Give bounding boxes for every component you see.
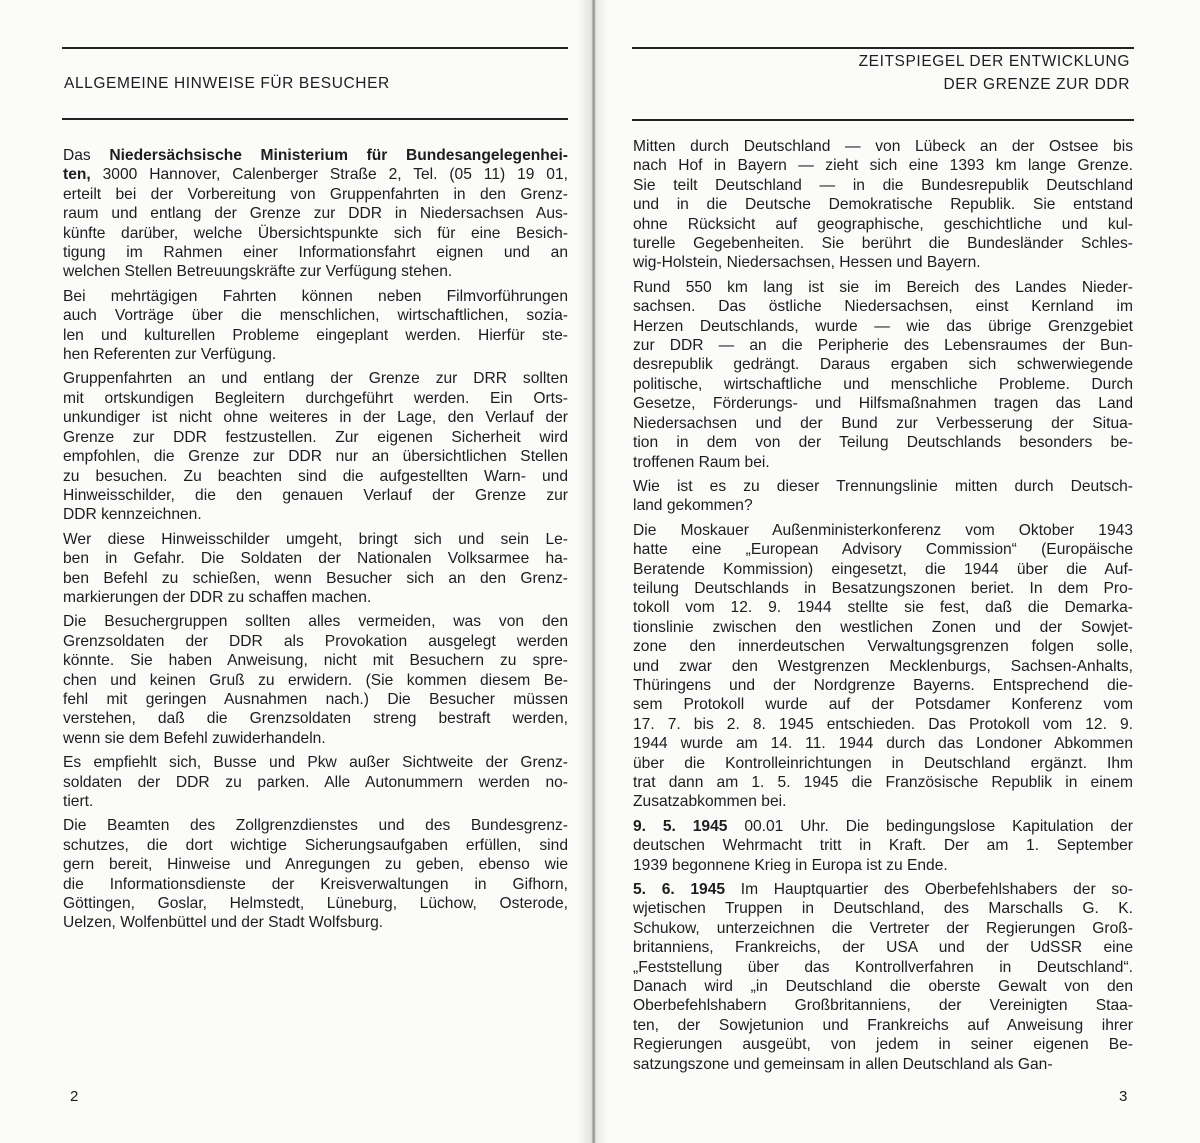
text-line: gern bereit, Hinweise und Anregungen zu geben, ebenso wie xyxy=(63,856,568,874)
text-line: tigung im Rahmen einer Informationsfahrt eignen und an xyxy=(63,244,568,262)
text-line: zu besuchen. Zu beachten sind die aufgestellten Warn- und xyxy=(63,467,568,485)
paragraph xyxy=(633,817,1133,875)
text-line: len und kulturellen Probleme eingeplant werden. Hierfür ste- xyxy=(63,326,568,344)
text-line: 1939 begonnene Krieg in Europa ist zu Ende. xyxy=(633,856,948,874)
right-title-line-1: ZEITSPIEGEL DER ENTWICKLUNG xyxy=(858,53,1130,70)
text-line: hatte eine „European Advisory Commission“ (Europäische xyxy=(633,541,1133,559)
text-line: sem Protokoll wurde auf der Potsdamer Konferenz vom xyxy=(633,696,1133,714)
text-line: Grenze zur DDR festzustellen. Zur eigenen Sicherheit wird xyxy=(63,428,568,446)
left-page-title: ALLGEMEINE HINWEISE FÜR BESUCHER xyxy=(64,75,390,92)
text-line: Rund 550 km lang ist sie im Bereich des Landes Nieder- xyxy=(633,278,1133,296)
text-line: Hinweisschilder, die den genauen Verlauf der Grenze zur xyxy=(63,486,568,504)
text-line: deutschen Wehrmacht tritt in Kraft. Der am 1. September xyxy=(633,837,1133,855)
text-line: turelle Gegebenheiten. Sie berührt die Bundesländer Schles- xyxy=(633,235,1133,253)
paragraph xyxy=(633,880,1133,1074)
text-line: welchen Stellen Betreuungskräfte zur Verfügung stehen. xyxy=(63,263,453,281)
text-line: 9. 5. 1945 00.01 Uhr. Die bedingungslose Kapitulation der xyxy=(633,817,1133,835)
text-line: wenn sie dem Befehl zuwiderhandeln. xyxy=(63,729,326,747)
text-line: die Informationsdienste der Kreisverwaltungen in Gifhorn, xyxy=(63,875,568,893)
text-line: empfohlen, die Grenze zur DDR nur an übersichtlichen Stellen xyxy=(63,448,568,466)
text-line: und in die Deutsche Demokratische Republik. Sie entstand xyxy=(633,196,1133,214)
text-line: raum und entlang der Grenze zur DDR in Niedersachsen Aus- xyxy=(63,205,568,223)
text-line: teilung Deutschlands in Besatzungszonen beriet. In dem Pro- xyxy=(633,579,1133,597)
page-fold xyxy=(578,0,608,1143)
text-line: Wer diese Hinweisschilder umgeht, bringt sich und sein Le- xyxy=(63,530,568,548)
text-line: Die Beamten des Zollgrenzdienstes und des Bundesgrenz- xyxy=(63,817,568,835)
text-line: wig-Holstein, Niedersachsen, Hessen und Bayern. xyxy=(633,254,981,272)
paragraph xyxy=(63,146,568,282)
text-line: tokoll vom 12. 9. 1944 stellte sie fest, daß die Demarka- xyxy=(633,599,1133,617)
text-line: könnte. Sie haben Anweisung, nicht mit Besuchern zu spre- xyxy=(63,652,568,670)
paragraph xyxy=(63,816,568,932)
bold-text: 9. 5. 1945 xyxy=(633,817,728,835)
right-top-rule xyxy=(632,47,1134,49)
text-line: Das Niedersächsische Ministerium für Bundesangelegenhei- xyxy=(63,147,568,164)
left-top-rule xyxy=(62,47,568,49)
paragraph xyxy=(63,612,568,748)
bold-text: 5. 6. 1945 xyxy=(633,881,726,899)
text-line: markierungen der DDR zu schaffen machen. xyxy=(63,588,372,606)
text-line: tiert. xyxy=(63,793,94,810)
text-line: „Feststellung über das Kontrollverfahren in Deutschland“. xyxy=(633,958,1133,976)
right-page-number: 3 xyxy=(1119,1088,1128,1105)
text-line: 17. 7. bis 2. 8. 1945 entschieden. Das Protokoll vom 12. 9. xyxy=(633,715,1133,733)
text-line: tionslinie zwischen den westlichen Zonen und der Sowjet- xyxy=(633,618,1133,636)
left-page-number: 2 xyxy=(70,1088,79,1105)
text-line: Göttingen, Goslar, Helmstedt, Lüneburg, Lüchow, Osterode, xyxy=(63,895,568,913)
text-line: Danach wird „in Deutschland die oberste Gewalt von den xyxy=(633,978,1133,996)
left-title-rule xyxy=(62,118,568,120)
text-line: ohne Rücksicht auf geographische, geschichtliche und kul- xyxy=(633,215,1133,233)
text-line: verstehen, daß die Grenzsoldaten streng bestraft werden, xyxy=(63,710,568,728)
paragraph xyxy=(63,287,568,365)
text-line: zone den innerdeutschen Verwaltungsgrenzen folgen solle, xyxy=(633,638,1133,656)
text-line: tion in dem von der Teilung Deutschlands besonders be- xyxy=(633,434,1133,452)
text-line: Grenzsoldaten der DDR als Provokation ausgelegt werden xyxy=(63,632,568,650)
bold-text: ten, xyxy=(63,166,91,184)
left-page-body xyxy=(63,146,568,938)
right-page-body xyxy=(633,137,1133,1079)
paragraph xyxy=(633,278,1133,472)
paragraph xyxy=(633,521,1133,812)
text-line: Gesetze, Förderungs- und Hilfsmaßnahmen tragen das Land xyxy=(633,395,1133,413)
paragraph xyxy=(63,753,568,811)
right-page-title xyxy=(859,50,1130,96)
text-line: 1944 wurde am 14. 11. 1944 durch das Londoner Abkommen xyxy=(633,735,1133,753)
text-line: schutzes, die dort wichtige Sicherungsaufgaben erfüllen, sind xyxy=(63,836,568,854)
text-line: satzungszone und gemeinsam in allen Deutschland als Gan- xyxy=(633,1055,1053,1073)
text-line: desrepublik gedrängt. Daraus ergaben sich schwerwiegende xyxy=(633,356,1133,374)
right-title-rule xyxy=(632,119,1134,121)
text-line: ben in Gefahr. Die Soldaten der Nationalen Volksarmee ha- xyxy=(63,550,568,568)
text-line: fehl mit geringen Ausnahmen nach.) Die Besucher müssen xyxy=(63,690,568,708)
text-line: Es empfiehlt sich, Busse und Pkw außer Sichtweite der Grenz- xyxy=(63,754,568,772)
text-line: soldaten der DDR zu parken. Alle Autonummern werden no- xyxy=(63,773,568,791)
text-line: Uelzen, Wolfenbüttel und der Stadt Wolfsburg. xyxy=(63,914,384,932)
text-line: Thüringens und der Nordgrenze Bayerns. Entsprechend die- xyxy=(633,676,1133,694)
text-line: Regierungen ausgeübt, von jedem in seiner eigenen Be- xyxy=(633,1036,1133,1054)
text-line: Mitten durch Deutschland — von Lübeck an der Ostsee bis xyxy=(633,138,1133,155)
text-line: Zusatzabkommen bei. xyxy=(633,793,787,811)
text-line: Gruppenfahrten an und entlang der Grenze zur DRR sollten xyxy=(63,370,568,388)
text-line: land gekommen? xyxy=(633,497,753,515)
text-line: auch Vorträge über die menschlichen, wirtschaftlichen, sozia- xyxy=(63,307,568,325)
text-line: 5. 6. 1945 Im Hauptquartier des Oberbefehlshabers der so- xyxy=(633,881,1133,899)
text-line: ten, der Sowjetunion und Frankreichs auf Anweisung ihrer xyxy=(633,1016,1133,1034)
text-line: und zwar den Westgrenzen Mecklenburgs, Sachsen-Anhalts, xyxy=(633,657,1133,675)
text-line: troffenen Raum bei. xyxy=(633,453,770,471)
text-line: chen und keinen Gruß zu erwidern. (Sie kommen diesem Be- xyxy=(63,671,568,689)
text-line: Niedersachsen und der Bund zur Verbesserung der Situa- xyxy=(633,414,1133,432)
text-line: Oberbefehlshabern Großbritanniens, der Vereinigten Staa- xyxy=(633,997,1133,1015)
text-line: britanniens, Frankreichs, der USA und der UdSSR eine xyxy=(633,939,1133,957)
text-line: Beratende Kommission) eingesetzt, die 1944 über die Auf- xyxy=(633,560,1133,578)
text-line: über die Kontrolleinrichtungen in Deutschland ergänzt. Ihm xyxy=(633,754,1133,772)
text-line: Herzen Deutschlands, wurde — wie das übrige Grenzgebiet xyxy=(633,317,1133,335)
text-line: Bei mehrtägigen Fahrten können neben Filmvorführungen xyxy=(63,287,568,305)
text-line: Die Besuchergruppen sollten alles vermeiden, was von den xyxy=(63,613,568,631)
text-line: zur DDR — an die Peripherie des Lebensraumes der Bun- xyxy=(633,337,1133,355)
paragraph xyxy=(63,530,568,608)
text-line: Die Moskauer Außenministerkonferenz vom Oktober 1943 xyxy=(633,521,1133,539)
text-line: trat dann am 1. 5. 1945 die Französische Republik in einem xyxy=(633,774,1133,791)
paragraph xyxy=(633,137,1133,273)
text-line: DDR kennzeichnen. xyxy=(63,506,202,524)
text-line: ben Befehl zu schießen, wenn Besucher sich an den Grenz- xyxy=(63,569,568,587)
text-line: nach Hof in Bayern — zieht sich eine 1393 km lange Grenze. xyxy=(633,157,1133,175)
text-line: sachsen. Das östliche Niedersachsen, einst Kernland im xyxy=(633,298,1133,316)
text-line: hen Referenten zur Verfügung. xyxy=(63,346,277,364)
text-line: Wie ist es zu dieser Trennungslinie mitten durch Deutsch- xyxy=(633,477,1133,495)
text-line: künfte darüber, welche Übersichtspunkte sich für eine Besich- xyxy=(63,224,568,242)
text-line: mit ortskundigen Begleitern durchgeführt werden. Ein Orts- xyxy=(63,389,568,407)
text-line: unkundiger ist nicht ohne weiteres in der Lage, den Verlauf der xyxy=(63,409,568,427)
text-line: Sie teilt Deutschland — in die Bundesrepublik Deutschland xyxy=(633,176,1133,194)
paragraph xyxy=(63,369,568,524)
text-line: wjetischen Truppen in Deutschland, des Marschalls G. K. xyxy=(633,900,1133,918)
paragraph xyxy=(633,477,1133,516)
text-line: Schukow, unterzeichnen die Vertreter der Regierungen Groß- xyxy=(633,919,1133,937)
right-title-line-2: DER GRENZE ZUR DDR xyxy=(943,76,1130,93)
text-line: erteilt bei der Vorbereitung von Gruppenfahrten in den Grenz- xyxy=(63,185,568,203)
text-line: politische, wirtschaftliche und menschliche Probleme. Durch xyxy=(633,375,1133,393)
bold-text: Niedersächsische Ministerium für Bundesangelegenhei- xyxy=(109,147,568,164)
text-line: ten, 3000 Hannover, Calenberger Straße 2, Tel. (05 11) 19 01, xyxy=(63,166,568,184)
